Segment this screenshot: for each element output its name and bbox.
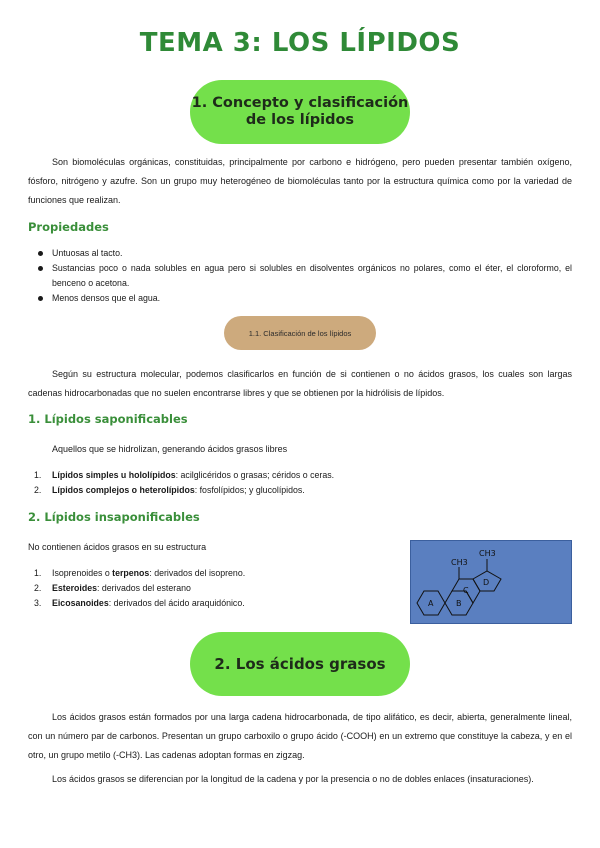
list-item: 1. Lípidos simples u hololípidos: acilglicéridos o grasas; céridos o ceras. bbox=[34, 470, 335, 480]
list-item: 2. Lípidos complejos o heterolípidos: fosfolípidos; y glucolípidos. bbox=[34, 485, 305, 495]
intro-paragraph: Son biomoléculas orgánicas, constituidas, principalmente por carbono e hidrógeno, pero pueden presentar también oxígeno, fósforo, nitrógeno y azufre. Son un grupo muy heterogéneo de biomoléculas tanto por la estructura química como por la variedad de funciones que realizan. bbox=[28, 157, 572, 205]
subsection-pill-classification: 1.1. Clasificación de los lípidos bbox=[224, 316, 376, 350]
classification-paragraph: Según su estructura molecular, podemos clasificarlos en función de si contienen o no ácidos grasos, los cuales son largas cadenas hidrocarbonadas que no suelen encontrarse libres y que se obtienen por la hidrólisis de lípidos. bbox=[28, 369, 572, 398]
unsaponifiable-heading: 2. Lípidos insaponificables bbox=[28, 510, 200, 524]
page-title: TEMA 3: LOS LÍPIDOS bbox=[139, 28, 461, 58]
saponifiable-list bbox=[34, 468, 534, 498]
list-item: 1. Isoprenoides o terpenos: derivados del isopreno. bbox=[34, 568, 246, 578]
steroid-structure-image bbox=[410, 540, 572, 624]
label-ring-d: D bbox=[483, 578, 490, 587]
label-ch3-top: CH3 bbox=[479, 549, 496, 558]
list-item: 2. Esteroides: derivados del esterano bbox=[34, 583, 191, 593]
fatty-acids-paragraph-1: Los ácidos grasos están formados por una larga cadena hidrocarbonada, de tipo alifático, es decir, abierta, generalmente lineal, con un número par de carbonos. Presentan un grupo carboxilo o grupo ácido (-COOH) en un extremo que constituye la cabeza, y en el otro, un grupo metilo (-CH3). Las cadenas adoptan formas en zigzag. bbox=[28, 712, 572, 760]
properties-heading: Propiedades bbox=[28, 220, 109, 234]
list-item: 3. Eicosanoides: derivados del ácido araquidónico. bbox=[34, 598, 245, 608]
list-item: Untuosas al tacto. bbox=[38, 246, 572, 261]
label-ring-a: A bbox=[428, 599, 434, 608]
list-item: Sustancias poco o nada solubles en agua pero si solubles en disolventes orgánicos no polares, como el éter, el cloroformo, el benceno o acetona. bbox=[38, 261, 572, 291]
fatty-acids-paragraph-2: Los ácidos grasos se diferencian por la longitud de la cadena y por la presencia o no de dobles enlaces (insaturaciones). bbox=[52, 774, 534, 784]
label-ring-b: B bbox=[456, 599, 462, 608]
label-ch3-mid: CH3 bbox=[451, 558, 468, 567]
saponifiable-intro: Aquellos que se hidrolizan, generando ácidos grasos libres bbox=[52, 444, 288, 454]
label-ring-c: C bbox=[463, 586, 469, 595]
list-item: Menos densos que el agua. bbox=[38, 291, 572, 306]
steroid-diagram bbox=[411, 541, 571, 623]
section-pill-concept: 1. Concepto y clasificación de los lípidos bbox=[190, 80, 410, 144]
unsaponifiable-list bbox=[34, 566, 394, 611]
properties-list bbox=[38, 246, 572, 306]
unsaponifiable-intro: No contienen ácidos grasos en su estructura bbox=[28, 542, 207, 552]
section-pill-fatty-acids: 2. Los ácidos grasos bbox=[190, 632, 410, 696]
saponifiable-heading: 1. Lípidos saponificables bbox=[28, 412, 188, 426]
